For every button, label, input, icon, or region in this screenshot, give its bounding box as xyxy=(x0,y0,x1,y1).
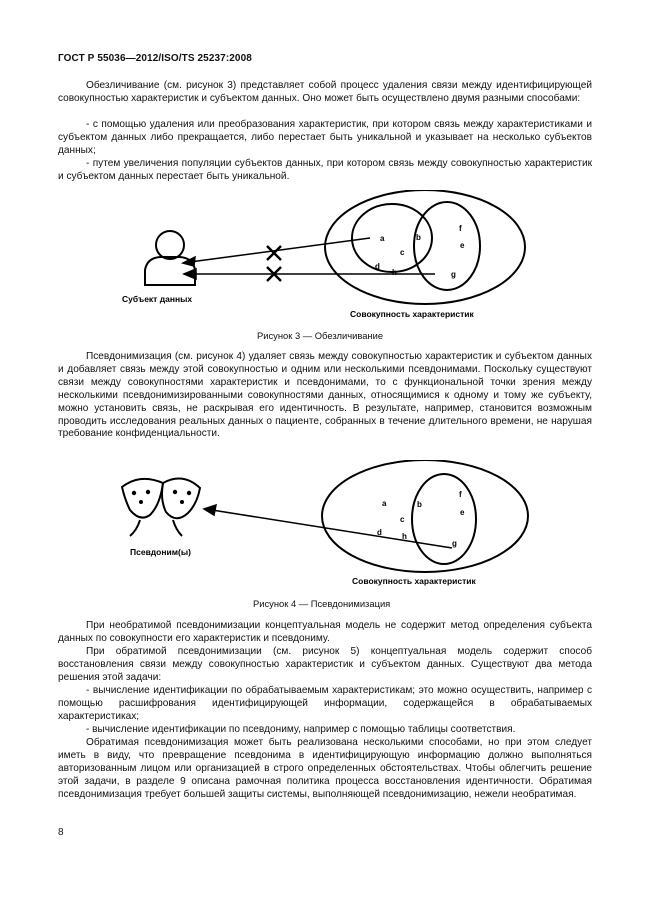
letter-g: g xyxy=(452,539,457,548)
letter-h: h xyxy=(392,268,397,277)
pseudonymization-paragraph: Псевдонимизация (см. рисунок 4) удаляет связь между совокупностью характеристик и субъектом данных и добавляет связь между этой совокупностью и одним или несколькими псевдонимами. Поскольку существуют связи между совокупностями характеристик и псевдонимами, то с функциональной точки зрения между несколькими псевдонимизированными совокупностями данных, относящимися к одному и тому же субъекту, можно установить связь, не раскрывая его идентичность. В результате, например, становится возможным проводить исследования реальных данных о пациенте, собранных в течение длительного времени, не нарушая требование конфиденциальности. xyxy=(58,351,592,440)
intro-bullet-2: - путем увеличения популяции субъектов данных, при котором связь между совокупностью характеристик и субъектом данных перестает быть уникальной. xyxy=(58,158,592,182)
irreversible-paragraph: При необратимой псевдонимизации концептуальная модель не содержит метод определения субъекта данных по совокупности его характеристик и псевдониму. xyxy=(58,620,592,644)
break-mark-upper xyxy=(267,246,281,260)
document-header: ГОСТ Р 55036—2012/ISO/TS 25237:2008 xyxy=(58,53,252,64)
figure-3-diagram xyxy=(0,190,646,325)
letter-a: a xyxy=(380,234,385,243)
outer-ellipse xyxy=(325,190,525,304)
set-label: Совокупность характеристик xyxy=(350,309,474,319)
reversible-paragraph: При обратимой псевдонимизации (см. рисунок 5) концептуальная модель содержит способ восстановления связи между совокупностью характеристик и субъектом данных. Существуют два метода решения этой задачи: xyxy=(58,646,592,683)
letter-a: a xyxy=(382,499,387,508)
subject-label: Субъект данных xyxy=(122,294,193,304)
set-label: Совокупность характеристик xyxy=(352,576,476,586)
inner-ellipse-right xyxy=(414,202,480,290)
pseudonym-masks-icon xyxy=(122,479,200,536)
arrowhead-lower xyxy=(184,269,196,279)
method-bullet-1: - вычисление идентификации по обрабатываемым характеристикам; это можно осуществить, например с помощью расшифрования идентифицирующей информации, содержащейся в обрабатываемых характеристиках; xyxy=(58,685,592,722)
arrowhead xyxy=(204,505,216,515)
intro-paragraph: Обезличивание (см. рисунок 3) представляет собой процесс удаления связи между идентифицирующей совокупностью характеристик и субъектом данных. Оно может быть осуществлено двумя разными способами: xyxy=(58,80,592,104)
intro-bullet-1: - с помощью удаления или преобразования характеристик, при котором связь между характеристиками и субъектом данных либо прекращается, либо перестает быть уникальной и указывает на несколько субъектов данных; xyxy=(58,119,592,156)
figure-3-caption: Рисунок 3 — Обезличивание xyxy=(257,330,384,341)
figure-4-diagram xyxy=(0,460,646,590)
page-number: 8 xyxy=(58,827,64,838)
letter-c: c xyxy=(400,515,405,524)
figure-4-caption: Рисунок 4 — Псевдонимизация xyxy=(253,598,391,609)
letter-h: h xyxy=(402,532,407,541)
letter-f: f xyxy=(459,490,462,499)
letter-e: e xyxy=(460,508,465,517)
letter-g: g xyxy=(451,270,456,279)
inner-ellipse-right xyxy=(412,474,476,564)
letter-b: b xyxy=(417,500,422,509)
letter-e: e xyxy=(460,241,465,250)
link-arrow xyxy=(212,510,452,548)
letter-b: b xyxy=(416,233,421,242)
letter-f: f xyxy=(459,224,462,233)
letter-d: d xyxy=(377,528,382,537)
letter-d: d xyxy=(375,262,380,271)
reversible-implementation-paragraph: Обратимая псевдонимизация может быть реализована несколькими способами, но при этом следует иметь в виду, что превращение псевдонима в идентифицирующую информацию должно выполняться авторизованным лицом или организацией в строго определенных обстоятельствах. Чтобы облегчить решение этой задачи, в разделе 9 описана рамочная политика процесса восстановления идентичности. Обратимая псевдонимизация требует большей защиты системы, выполняющей псевдонимизацию, нежели необратимая. xyxy=(58,737,592,800)
pseudonym-label: Псевдоним(ы) xyxy=(130,547,191,557)
data-subject-icon xyxy=(145,231,195,285)
method-bullet-2: - вычисление идентификации по псевдониму, например с помощью таблицы соответствия. xyxy=(86,724,516,735)
letter-c: c xyxy=(400,248,405,257)
